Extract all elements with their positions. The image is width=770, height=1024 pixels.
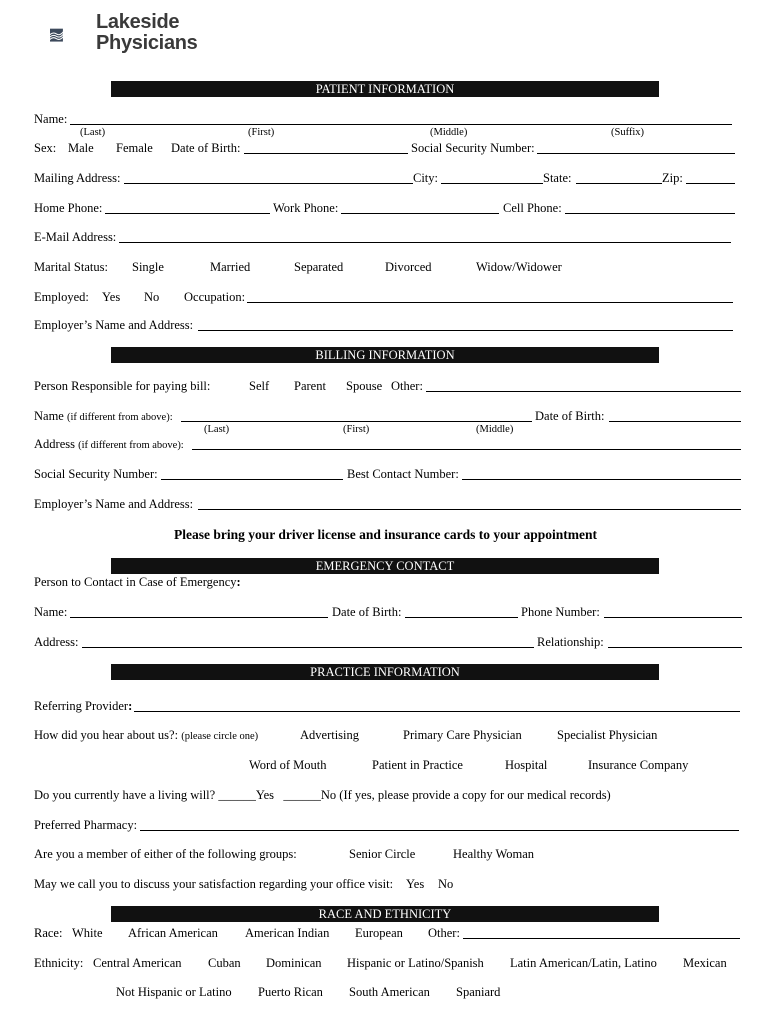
sex-label: Sex:: [34, 141, 57, 155]
call-no-option[interactable]: No: [438, 877, 454, 891]
logo-icon: [50, 14, 94, 58]
living-will-text: Do you currently have a living will?: [34, 788, 216, 802]
best-contact-field[interactable]: [462, 479, 741, 480]
mailing-field[interactable]: [124, 183, 413, 184]
emergency-person-label: [34, 575, 241, 590]
home-phone-field[interactable]: [105, 213, 270, 214]
middle-caption: (Middle): [430, 127, 468, 138]
call-label: May we call you to discuss your satisfaction regarding your office visit:: [34, 877, 394, 891]
billing-dob-field[interactable]: [609, 421, 741, 422]
marital-divorced-option[interactable]: Divorced: [385, 260, 432, 274]
responsible-parent-option[interactable]: Parent: [294, 379, 326, 393]
emergency-name-field[interactable]: [70, 617, 328, 618]
race-white-option[interactable]: White: [72, 926, 103, 940]
emergency-phone-label: Phone Number:: [521, 605, 600, 619]
race-other-field[interactable]: [463, 938, 740, 939]
ethnicity-dominican-option[interactable]: Dominican: [266, 956, 322, 970]
section-header-patient: PATIENT INFORMATION: [111, 81, 659, 97]
billing-middle-caption: (Middle): [476, 424, 514, 435]
dob-field[interactable]: [244, 153, 408, 154]
pharmacy-field[interactable]: [140, 830, 739, 831]
hear-text: How did you hear about us?:: [34, 728, 179, 742]
cell-phone-label: Cell Phone:: [503, 201, 562, 215]
emergency-address-field[interactable]: [82, 647, 534, 648]
billing-address-text: Address: [34, 437, 75, 451]
hear-hospital-option[interactable]: Hospital: [505, 758, 548, 772]
race-african-option[interactable]: African American: [128, 926, 218, 940]
responsible-label: Person Responsible for paying bill:: [34, 379, 211, 393]
work-phone-field[interactable]: [341, 213, 499, 214]
hear-specialist-option[interactable]: Specialist Physician: [557, 728, 658, 742]
referring-text: Referring Provider: [34, 699, 129, 713]
logo-line2: Physicians: [96, 32, 198, 54]
billing-address-note: (if different from above):: [78, 440, 184, 451]
hear-pcp-option[interactable]: Primary Care Physician: [403, 728, 522, 742]
billing-address-field[interactable]: [192, 449, 741, 450]
ethnicity-label: Ethnicity:: [34, 956, 84, 970]
relationship-label: Relationship:: [537, 635, 604, 649]
occupation-label: Occupation:: [184, 290, 246, 304]
ethnicity-south-option[interactable]: South American: [349, 985, 430, 999]
responsible-spouse-option[interactable]: Spouse: [346, 379, 383, 393]
marital-married-option[interactable]: Married: [210, 260, 251, 274]
state-label: State:: [543, 171, 572, 185]
insurance-notice: Please bring your driver license and insurance cards to your appointment: [174, 527, 598, 542]
groups-senior-option[interactable]: Senior Circle: [349, 847, 416, 861]
last-caption: (Last): [80, 127, 106, 138]
living-will-no-blank[interactable]: ______: [283, 788, 321, 802]
hear-insurance-option[interactable]: Insurance Company: [588, 758, 689, 772]
dob-label: Date of Birth:: [171, 141, 241, 155]
ethnicity-spaniard-option[interactable]: Spaniard: [456, 985, 501, 999]
ethnicity-puerto-option[interactable]: Puerto Rican: [258, 985, 323, 999]
marital-widow-option[interactable]: Widow/Widower: [476, 260, 562, 274]
emergency-phone-field[interactable]: [604, 617, 742, 618]
emergency-name-label: Name:: [34, 605, 68, 619]
race-other-label: Other:: [428, 926, 460, 940]
living-will-yes-blank[interactable]: ______: [218, 788, 256, 802]
state-field[interactable]: [576, 183, 662, 184]
billing-name-note: (if different from above):: [66, 412, 173, 423]
billing-employer-label: Employer’s Name and Address:: [34, 497, 194, 511]
employed-yes-option[interactable]: Yes: [102, 290, 121, 304]
section-header-practice: PRACTICE INFORMATION: [111, 664, 659, 680]
section-header-billing: BILLING INFORMATION: [111, 347, 659, 363]
name-field[interactable]: [70, 124, 732, 125]
billing-name-label: [34, 409, 173, 424]
emergency-dob-label: Date of Birth:: [332, 605, 402, 619]
section-header-race: RACE AND ETHNICITY: [111, 906, 659, 922]
pharmacy-label: Preferred Pharmacy:: [34, 818, 138, 832]
logo-line1: Lakeside: [96, 11, 180, 33]
responsible-self-option[interactable]: Self: [249, 379, 270, 393]
city-label: City:: [413, 171, 439, 185]
work-phone-label: Work Phone:: [273, 201, 339, 215]
occupation-field[interactable]: [247, 302, 733, 303]
suffix-caption: (Suffix): [611, 127, 645, 138]
living-will-yes-option: Yes: [255, 788, 275, 802]
race-american-indian-option[interactable]: American Indian: [245, 926, 330, 940]
billing-last-caption: (Last): [204, 424, 230, 435]
ethnicity-central-option[interactable]: Central American: [93, 956, 182, 970]
referring-colon: :: [128, 699, 133, 713]
billing-dob-label: Date of Birth:: [535, 409, 605, 423]
zip-field[interactable]: [686, 183, 735, 184]
email-label: E-Mail Address:: [34, 230, 117, 244]
employed-no-option[interactable]: No: [144, 290, 160, 304]
billing-first-caption: (First): [343, 424, 370, 435]
ssn-label: Social Security Number:: [411, 141, 535, 155]
billing-name-text: Name: [34, 409, 64, 423]
hear-patient-option[interactable]: Patient in Practice: [372, 758, 463, 772]
relationship-field[interactable]: [608, 647, 742, 648]
billing-ssn-field[interactable]: [161, 479, 343, 480]
billing-name-field[interactable]: [181, 421, 532, 422]
hear-advertising-option[interactable]: Advertising: [300, 728, 360, 742]
marital-separated-option[interactable]: Separated: [294, 260, 344, 274]
hear-word-option[interactable]: Word of Mouth: [249, 758, 327, 772]
race-european-option[interactable]: European: [355, 926, 403, 940]
name-label: Name:: [34, 112, 68, 126]
ethnicity-latin-option[interactable]: Latin American/Latin, Latino: [510, 956, 657, 970]
marital-single-option[interactable]: Single: [132, 260, 164, 274]
sex-male-option[interactable]: Male: [68, 141, 94, 155]
employer-label: Employer’s Name and Address:: [34, 318, 194, 332]
emergency-person-colon: :: [236, 575, 241, 589]
section-header-emergency: EMERGENCY CONTACT: [111, 558, 659, 574]
referring-label: [34, 699, 132, 714]
living-will-no-option: No (If yes, please provide a copy for our medical records): [320, 788, 611, 802]
hear-note: (please circle one): [181, 731, 259, 742]
email-field[interactable]: [119, 242, 731, 243]
race-label: Race:: [34, 926, 63, 940]
billing-ssn-label: Social Security Number:: [34, 467, 158, 481]
emergency-address-label: Address:: [34, 635, 79, 649]
zip-label: Zip:: [662, 171, 683, 185]
ssn-field[interactable]: [537, 153, 735, 154]
emergency-dob-field[interactable]: [405, 617, 518, 618]
referring-field[interactable]: [134, 711, 740, 712]
groups-label: Are you a member of either of the following groups:: [34, 847, 297, 861]
employed-label: Employed:: [34, 290, 89, 304]
hear-label: [34, 728, 258, 743]
employer-field[interactable]: [198, 330, 733, 331]
mailing-label: Mailing Address:: [34, 171, 121, 185]
emergency-person-text: Person to Contact in Case of Emergency: [34, 575, 237, 589]
groups-healthy-option[interactable]: Healthy Woman: [453, 847, 535, 861]
billing-employer-field[interactable]: [198, 509, 741, 510]
ethnicity-mexican-option[interactable]: Mexican: [683, 956, 727, 970]
responsible-other-field[interactable]: [426, 391, 741, 392]
ethnicity-cuban-option[interactable]: Cuban: [208, 956, 241, 970]
sex-female-option[interactable]: Female: [116, 141, 153, 155]
billing-address-label: [34, 437, 184, 452]
responsible-other-label: Other:: [391, 379, 423, 393]
call-yes-option[interactable]: Yes: [406, 877, 425, 891]
ethnicity-not-hispanic-option[interactable]: Not Hispanic or Latino: [116, 985, 232, 999]
home-phone-label: Home Phone:: [34, 201, 103, 215]
best-contact-label: Best Contact Number:: [347, 467, 459, 481]
living-will-label: [34, 788, 611, 803]
cell-phone-field[interactable]: [565, 213, 735, 214]
first-caption: (First): [248, 127, 275, 138]
city-field[interactable]: [441, 183, 543, 184]
marital-label: Marital Status:: [34, 260, 108, 274]
ethnicity-hispanic-option[interactable]: Hispanic or Latino/Spanish: [347, 956, 484, 970]
logo-text: [96, 12, 198, 54]
